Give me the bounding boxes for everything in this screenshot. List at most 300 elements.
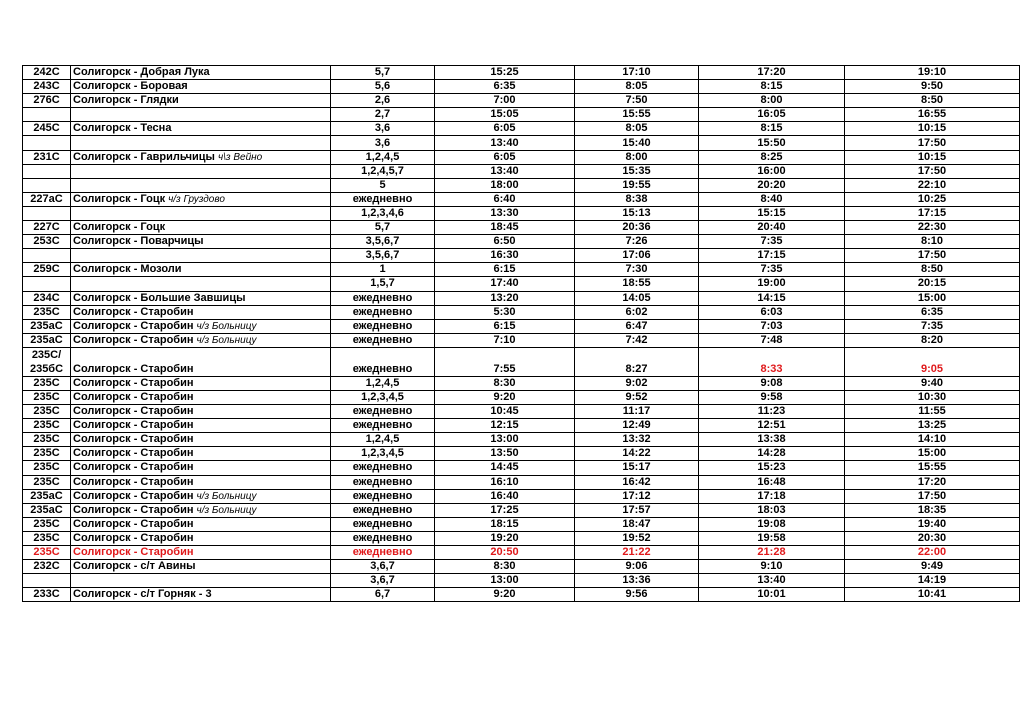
route-name-cell <box>71 560 331 574</box>
route-number-cell: 235С <box>23 517 71 531</box>
time-cell: 10:15 <box>845 150 1020 164</box>
time-cell: 21:22 <box>575 546 699 560</box>
route-number-cell: 276С <box>23 94 71 108</box>
time-cell: 16:55 <box>845 108 1020 122</box>
route-name: Солигорск - Поварчицы <box>73 235 204 248</box>
route-name-cell <box>71 390 331 404</box>
time-cell: 7:55 <box>435 347 575 376</box>
time-cell: 18:35 <box>845 503 1020 517</box>
route-number-cell <box>23 574 71 588</box>
days-cell: ежедневно <box>331 546 435 560</box>
route-name: Солигорск - Старобин <box>73 362 194 375</box>
time-cell: 7:35 <box>699 235 845 249</box>
time-cell: 9:58 <box>699 390 845 404</box>
days-cell: ежедневно <box>331 305 435 319</box>
time-cell: 19:40 <box>845 517 1020 531</box>
time-cell: 8:33 <box>699 347 845 376</box>
route-name-cell <box>71 305 331 319</box>
route-name-cell <box>71 122 331 136</box>
table-row <box>23 192 1020 206</box>
time-cell: 16:10 <box>435 475 575 489</box>
time-cell: 6:05 <box>435 122 575 136</box>
schedule-table <box>22 65 1020 602</box>
time-cell: 9:40 <box>845 376 1020 390</box>
time-cell: 8:38 <box>575 192 699 206</box>
days-cell: ежедневно <box>331 531 435 545</box>
days-cell: 1,5,7 <box>331 277 435 291</box>
time-cell: 13:40 <box>699 574 845 588</box>
time-cell: 13:32 <box>575 433 699 447</box>
route-name: Солигорск - с/т Горняк - 3 <box>73 588 212 601</box>
route-via-note: ч\з Вейно <box>217 151 263 163</box>
time-cell: 10:45 <box>435 405 575 419</box>
route-name: Солигорск - Старобин <box>73 461 194 474</box>
table-row <box>23 546 1020 560</box>
route-number-part: 235С/ <box>31 348 62 361</box>
time-cell: 8:00 <box>575 150 699 164</box>
time-cell: 10:15 <box>845 122 1020 136</box>
table-row <box>23 333 1020 347</box>
days-cell: 1 <box>331 263 435 277</box>
time-cell: 6:15 <box>435 319 575 333</box>
route-name-cell <box>71 489 331 503</box>
days-cell: 3,6 <box>331 122 435 136</box>
time-cell: 22:30 <box>845 221 1020 235</box>
time-cell: 18:45 <box>435 221 575 235</box>
time-cell: 20:40 <box>699 221 845 235</box>
days-cell: 5,6 <box>331 80 435 94</box>
time-cell: 6:05 <box>435 150 575 164</box>
time-cell: 15:50 <box>699 136 845 150</box>
time-cell: 9:20 <box>435 588 575 602</box>
time-cell: 15:15 <box>699 206 845 220</box>
days-cell: 5 <box>331 178 435 192</box>
table-row <box>23 517 1020 531</box>
table-row <box>23 376 1020 390</box>
time-cell: 15:00 <box>845 291 1020 305</box>
route-name: Солигорск - Большие Завшицы <box>73 291 246 304</box>
route-name: Солигорск - Старобин <box>73 531 194 544</box>
time-cell: 13:38 <box>699 433 845 447</box>
route-number-cell: 227С <box>23 221 71 235</box>
table-row <box>23 347 1020 376</box>
time-cell: 19:10 <box>845 66 1020 80</box>
route-number-cell: 235аС <box>23 489 71 503</box>
time-cell: 8:30 <box>435 560 575 574</box>
time-cell: 17:10 <box>575 66 699 80</box>
time-cell: 5:30 <box>435 305 575 319</box>
table-row <box>23 235 1020 249</box>
route-name: Солигорск - Старобин <box>73 517 194 530</box>
time-cell: 9:05 <box>845 347 1020 376</box>
days-cell: 3,6,7 <box>331 560 435 574</box>
time-cell: 17:15 <box>845 206 1020 220</box>
time-cell: 8:50 <box>845 263 1020 277</box>
days-cell: 2,6 <box>331 94 435 108</box>
route-number-cell <box>23 277 71 291</box>
time-cell: 17:15 <box>699 249 845 263</box>
time-cell: 7:00 <box>435 94 575 108</box>
time-cell: 21:28 <box>699 546 845 560</box>
time-cell: 7:48 <box>699 333 845 347</box>
route-name: Солигорск - Старобин <box>73 333 194 346</box>
route-name-cell <box>71 517 331 531</box>
route-name-cell <box>71 66 331 80</box>
route-name-cell <box>71 531 331 545</box>
time-cell: 7:03 <box>699 319 845 333</box>
route-number-cell: 235аС <box>23 333 71 347</box>
route-name: Солигорск - Боровая <box>73 80 188 93</box>
time-cell: 22:00 <box>845 546 1020 560</box>
route-name-cell <box>71 150 331 164</box>
time-cell: 10:01 <box>699 588 845 602</box>
time-cell: 15:40 <box>575 136 699 150</box>
days-cell: ежедневно <box>331 517 435 531</box>
time-cell: 18:47 <box>575 517 699 531</box>
time-cell: 9:52 <box>575 390 699 404</box>
time-cell: 18:55 <box>575 277 699 291</box>
table-row <box>23 150 1020 164</box>
time-cell: 15:23 <box>699 461 845 475</box>
table-row <box>23 461 1020 475</box>
route-name: Солигорск - Старобин <box>73 419 194 432</box>
time-cell: 15:25 <box>435 66 575 80</box>
time-cell: 7:35 <box>699 263 845 277</box>
time-cell: 6:15 <box>435 263 575 277</box>
route-number-cell <box>23 164 71 178</box>
table-row <box>23 405 1020 419</box>
days-cell: 1,2,3,4,5 <box>331 447 435 461</box>
time-cell: 7:30 <box>575 263 699 277</box>
route-name-cell <box>71 235 331 249</box>
table-row <box>23 390 1020 404</box>
time-cell: 13:40 <box>435 164 575 178</box>
table-row <box>23 305 1020 319</box>
route-name-cell <box>71 546 331 560</box>
time-cell: 13:36 <box>575 574 699 588</box>
days-cell: ежедневно <box>331 333 435 347</box>
days-cell: 3,6 <box>331 136 435 150</box>
time-cell: 20:36 <box>575 221 699 235</box>
time-cell: 14:28 <box>699 447 845 461</box>
route-name: Солигорск - Старобин <box>73 391 194 404</box>
route-number-cell <box>23 136 71 150</box>
time-cell: 17:18 <box>699 489 845 503</box>
route-number-cell: 235аС <box>23 319 71 333</box>
time-cell: 10:41 <box>845 588 1020 602</box>
route-name-cell <box>71 433 331 447</box>
days-cell: 3,6,7 <box>331 574 435 588</box>
time-cell: 14:22 <box>575 447 699 461</box>
days-cell: 1,2,4,5,7 <box>331 164 435 178</box>
time-cell: 6:50 <box>435 235 575 249</box>
route-name-cell <box>71 347 331 376</box>
time-cell: 19:20 <box>435 531 575 545</box>
time-cell: 14:45 <box>435 461 575 475</box>
route-number-cell <box>23 249 71 263</box>
table-row <box>23 108 1020 122</box>
time-cell: 13:00 <box>435 574 575 588</box>
route-name: Солигорск - Старобин <box>73 376 194 389</box>
route-via-note: ч/з Больницу <box>196 334 257 346</box>
time-cell: 8:50 <box>845 94 1020 108</box>
days-cell: ежедневно <box>331 475 435 489</box>
route-name: Солигорск - Тесна <box>73 122 172 135</box>
route-name-cell <box>71 319 331 333</box>
time-cell: 8:10 <box>845 235 1020 249</box>
time-cell: 15:35 <box>575 164 699 178</box>
route-number-cell: 232С <box>23 560 71 574</box>
route-name-cell <box>71 333 331 347</box>
time-cell: 7:42 <box>575 333 699 347</box>
route-name-cell <box>71 206 331 220</box>
route-name: Солигорск - Старобин <box>73 433 194 446</box>
time-cell: 13:40 <box>435 136 575 150</box>
route-number-cell: 233С <box>23 588 71 602</box>
table-row <box>23 560 1020 574</box>
route-name-cell <box>71 503 331 517</box>
time-cell: 17:50 <box>845 164 1020 178</box>
time-cell: 17:25 <box>435 503 575 517</box>
time-cell: 9:08 <box>699 376 845 390</box>
time-cell: 13:50 <box>435 447 575 461</box>
route-number-cell: 235С <box>23 475 71 489</box>
route-number-cell: 242С <box>23 66 71 80</box>
time-cell: 18:15 <box>435 517 575 531</box>
days-cell: 6,7 <box>331 588 435 602</box>
route-number-cell <box>23 206 71 220</box>
time-cell: 11:55 <box>845 405 1020 419</box>
time-cell: 7:50 <box>575 94 699 108</box>
time-cell: 9:49 <box>845 560 1020 574</box>
time-cell: 6:47 <box>575 319 699 333</box>
route-number-cell: 235С <box>23 461 71 475</box>
time-cell: 13:25 <box>845 419 1020 433</box>
time-cell: 6:35 <box>845 305 1020 319</box>
route-name: Солигорск - Мозоли <box>73 263 182 276</box>
time-cell: 8:15 <box>699 122 845 136</box>
time-cell: 16:30 <box>435 249 575 263</box>
table-row <box>23 588 1020 602</box>
route-via-note: ч/з Груздово <box>168 193 225 205</box>
days-cell: ежедневно <box>331 405 435 419</box>
time-cell: 10:30 <box>845 390 1020 404</box>
route-number-cell: 245С <box>23 122 71 136</box>
route-name-cell <box>71 164 331 178</box>
time-cell: 8:05 <box>575 122 699 136</box>
route-name-cell <box>71 475 331 489</box>
route-name-cell <box>71 405 331 419</box>
table-row <box>23 263 1020 277</box>
time-cell: 13:20 <box>435 291 575 305</box>
time-cell: 8:20 <box>845 333 1020 347</box>
time-cell: 8:00 <box>699 94 845 108</box>
days-cell: 2,7 <box>331 108 435 122</box>
time-cell: 15:17 <box>575 461 699 475</box>
time-cell: 20:50 <box>435 546 575 560</box>
days-cell: ежедневно <box>331 347 435 376</box>
table-row <box>23 66 1020 80</box>
time-cell: 14:15 <box>699 291 845 305</box>
route-name-cell <box>71 192 331 206</box>
route-name-cell <box>71 263 331 277</box>
table-row <box>23 178 1020 192</box>
route-name: Солигорск - Старобин <box>73 447 194 460</box>
route-name: Солигорск - Старобин <box>73 305 194 318</box>
route-name: Солигорск - Добрая Лука <box>73 66 210 79</box>
time-cell: 17:50 <box>845 489 1020 503</box>
days-cell: ежедневно <box>331 489 435 503</box>
route-via-note: ч/з Больницу <box>196 490 257 502</box>
time-cell: 9:06 <box>575 560 699 574</box>
route-number-cell: 253С <box>23 235 71 249</box>
time-cell: 19:52 <box>575 531 699 545</box>
route-name-cell <box>71 94 331 108</box>
days-cell: ежедневно <box>331 319 435 333</box>
time-cell: 7:35 <box>845 319 1020 333</box>
route-name-cell <box>71 447 331 461</box>
time-cell: 17:20 <box>699 66 845 80</box>
route-number-cell <box>23 347 71 376</box>
time-cell: 17:50 <box>845 136 1020 150</box>
route-number-cell: 235С <box>23 376 71 390</box>
route-number-cell <box>23 108 71 122</box>
time-cell: 7:26 <box>575 235 699 249</box>
route-name-cell <box>71 588 331 602</box>
table-row <box>23 503 1020 517</box>
days-cell: ежедневно <box>331 503 435 517</box>
time-cell: 9:56 <box>575 588 699 602</box>
time-cell: 9:20 <box>435 390 575 404</box>
route-name: Солигорск - Глядки <box>73 94 179 107</box>
days-cell: 1,2,4,5 <box>331 433 435 447</box>
time-cell: 16:00 <box>699 164 845 178</box>
route-number-cell: 235С <box>23 390 71 404</box>
time-cell: 16:48 <box>699 475 845 489</box>
time-cell: 16:05 <box>699 108 845 122</box>
table-row <box>23 319 1020 333</box>
time-cell: 12:49 <box>575 419 699 433</box>
route-number-cell: 235С <box>23 433 71 447</box>
table-row <box>23 433 1020 447</box>
time-cell: 13:00 <box>435 433 575 447</box>
time-cell: 20:30 <box>845 531 1020 545</box>
time-cell: 11:17 <box>575 405 699 419</box>
route-number-cell: 235С <box>23 546 71 560</box>
table-row <box>23 136 1020 150</box>
time-cell: 13:30 <box>435 206 575 220</box>
days-cell: 1,2,3,4,6 <box>331 206 435 220</box>
table-row <box>23 419 1020 433</box>
route-number-cell: 231С <box>23 150 71 164</box>
route-number-cell: 234С <box>23 291 71 305</box>
days-cell: 1,2,3,4,5 <box>331 390 435 404</box>
route-number-cell: 235аС <box>23 503 71 517</box>
table-row <box>23 475 1020 489</box>
time-cell: 19:55 <box>575 178 699 192</box>
time-cell: 12:15 <box>435 419 575 433</box>
route-name-cell <box>71 574 331 588</box>
time-cell: 9:50 <box>845 80 1020 94</box>
time-cell: 20:20 <box>699 178 845 192</box>
table-row <box>23 94 1020 108</box>
time-cell: 15:00 <box>845 447 1020 461</box>
time-cell: 8:25 <box>699 150 845 164</box>
days-cell: 5,7 <box>331 66 435 80</box>
route-number-cell: 235С <box>23 405 71 419</box>
route-name-cell <box>71 221 331 235</box>
time-cell: 17:06 <box>575 249 699 263</box>
days-cell: 3,5,6,7 <box>331 249 435 263</box>
time-cell: 15:55 <box>575 108 699 122</box>
route-number-cell: 235С <box>23 447 71 461</box>
time-cell: 15:55 <box>845 461 1020 475</box>
route-name: Солигорск - с/т Авины <box>73 560 196 573</box>
route-name: Солигорск - Старобин <box>73 546 194 559</box>
time-cell: 16:40 <box>435 489 575 503</box>
time-cell: 14:19 <box>845 574 1020 588</box>
table-row <box>23 164 1020 178</box>
time-cell: 7:10 <box>435 333 575 347</box>
time-cell: 20:15 <box>845 277 1020 291</box>
route-name-cell <box>71 249 331 263</box>
route-number-cell: 259С <box>23 263 71 277</box>
time-cell: 11:23 <box>699 405 845 419</box>
time-cell: 19:08 <box>699 517 845 531</box>
time-cell: 8:15 <box>699 80 845 94</box>
time-cell: 12:51 <box>699 419 845 433</box>
time-cell: 8:05 <box>575 80 699 94</box>
time-cell: 9:10 <box>699 560 845 574</box>
time-cell: 17:12 <box>575 489 699 503</box>
route-name: Солигорск - Гоцк <box>73 192 166 205</box>
route-number-part: 235бС <box>29 362 64 375</box>
route-name-cell <box>71 419 331 433</box>
days-cell: ежедневно <box>331 192 435 206</box>
route-number-cell: 235С <box>23 419 71 433</box>
time-cell: 16:42 <box>575 475 699 489</box>
route-number-cell: 243С <box>23 80 71 94</box>
time-cell: 18:00 <box>435 178 575 192</box>
route-name-cell <box>71 277 331 291</box>
route-number-cell: 227аС <box>23 192 71 206</box>
route-name: Солигорск - Старобин <box>73 489 194 502</box>
table-row <box>23 249 1020 263</box>
route-name-cell <box>71 80 331 94</box>
route-name-cell <box>71 178 331 192</box>
route-name: Солигорск - Гоцк <box>73 221 166 234</box>
schedule-body <box>23 66 1020 602</box>
time-cell: 9:02 <box>575 376 699 390</box>
time-cell: 19:58 <box>699 531 845 545</box>
days-cell: 5,7 <box>331 221 435 235</box>
route-number-cell <box>23 178 71 192</box>
table-row <box>23 221 1020 235</box>
time-cell: 10:25 <box>845 192 1020 206</box>
route-name: Солигорск - Гаврильчицы <box>73 150 215 163</box>
time-cell: 6:03 <box>699 305 845 319</box>
time-cell: 14:10 <box>845 433 1020 447</box>
time-cell: 8:27 <box>575 347 699 376</box>
time-cell: 19:00 <box>699 277 845 291</box>
route-via-note: ч/з Больницу <box>196 504 257 516</box>
table-row <box>23 277 1020 291</box>
route-name-cell <box>71 136 331 150</box>
table-row <box>23 574 1020 588</box>
time-cell: 6:35 <box>435 80 575 94</box>
route-name: Солигорск - Старобин <box>73 503 194 516</box>
days-cell: 1,2,4,5 <box>331 150 435 164</box>
